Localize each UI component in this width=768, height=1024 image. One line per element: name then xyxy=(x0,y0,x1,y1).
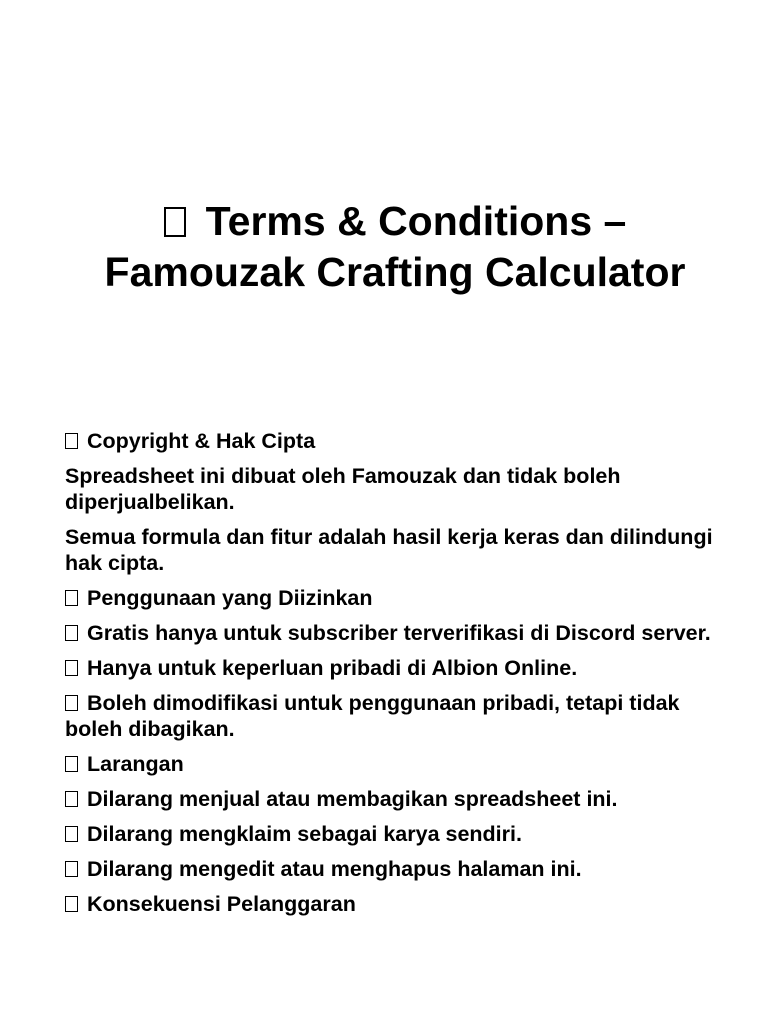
list-item-allowed-2: Hanya untuk keperluan pribadi di Albion Online. xyxy=(65,655,725,681)
page-title xyxy=(40,196,750,298)
missing-glyph-icon xyxy=(65,791,78,807)
paragraph-copyright-1: Spreadsheet ini dibuat oleh Famouzak dan tidak boleh diperjualbelikan. xyxy=(65,464,621,514)
section-heading-prohibitions: Larangan xyxy=(65,751,725,777)
missing-glyph-icon xyxy=(164,207,186,237)
missing-glyph-icon xyxy=(65,756,78,772)
section-heading-allowed-use: Penggunaan yang Diizinkan xyxy=(65,585,725,611)
page-title-line-1: Terms & Conditions – xyxy=(205,198,627,244)
missing-glyph-icon xyxy=(65,896,78,912)
terms-content xyxy=(65,428,725,926)
list-item-prohibition-1: Dilarang menjual atau membagikan spreadsheet ini. xyxy=(65,786,725,812)
list-item-allowed-3: Boleh dimodifikasi untuk penggunaan pribadi, tetapi tidak boleh dibagikan. xyxy=(65,691,680,741)
list-item-allowed-1: Gratis hanya untuk subscriber terverifikasi di Discord server. xyxy=(65,620,725,646)
paragraph-copyright-2: Semua formula dan fitur adalah hasil kerja keras dan dilindungi hak cipta. xyxy=(65,525,713,575)
missing-glyph-icon xyxy=(65,826,78,842)
missing-glyph-icon xyxy=(65,861,78,877)
missing-glyph-icon xyxy=(65,660,78,676)
list-item-prohibition-2: Dilarang mengklaim sebagai karya sendiri. xyxy=(65,821,725,847)
page-title-line-2: Famouzak Crafting Calculator xyxy=(104,249,686,295)
section-heading-consequences: Konsekuensi Pelanggaran xyxy=(65,891,725,917)
section-heading-copyright: Copyright & Hak Cipta xyxy=(65,428,725,454)
missing-glyph-icon xyxy=(65,625,78,641)
missing-glyph-icon xyxy=(65,695,78,711)
missing-glyph-icon xyxy=(65,433,78,449)
missing-glyph-icon xyxy=(65,590,78,606)
list-item-prohibition-3: Dilarang mengedit atau menghapus halaman ini. xyxy=(65,856,725,882)
